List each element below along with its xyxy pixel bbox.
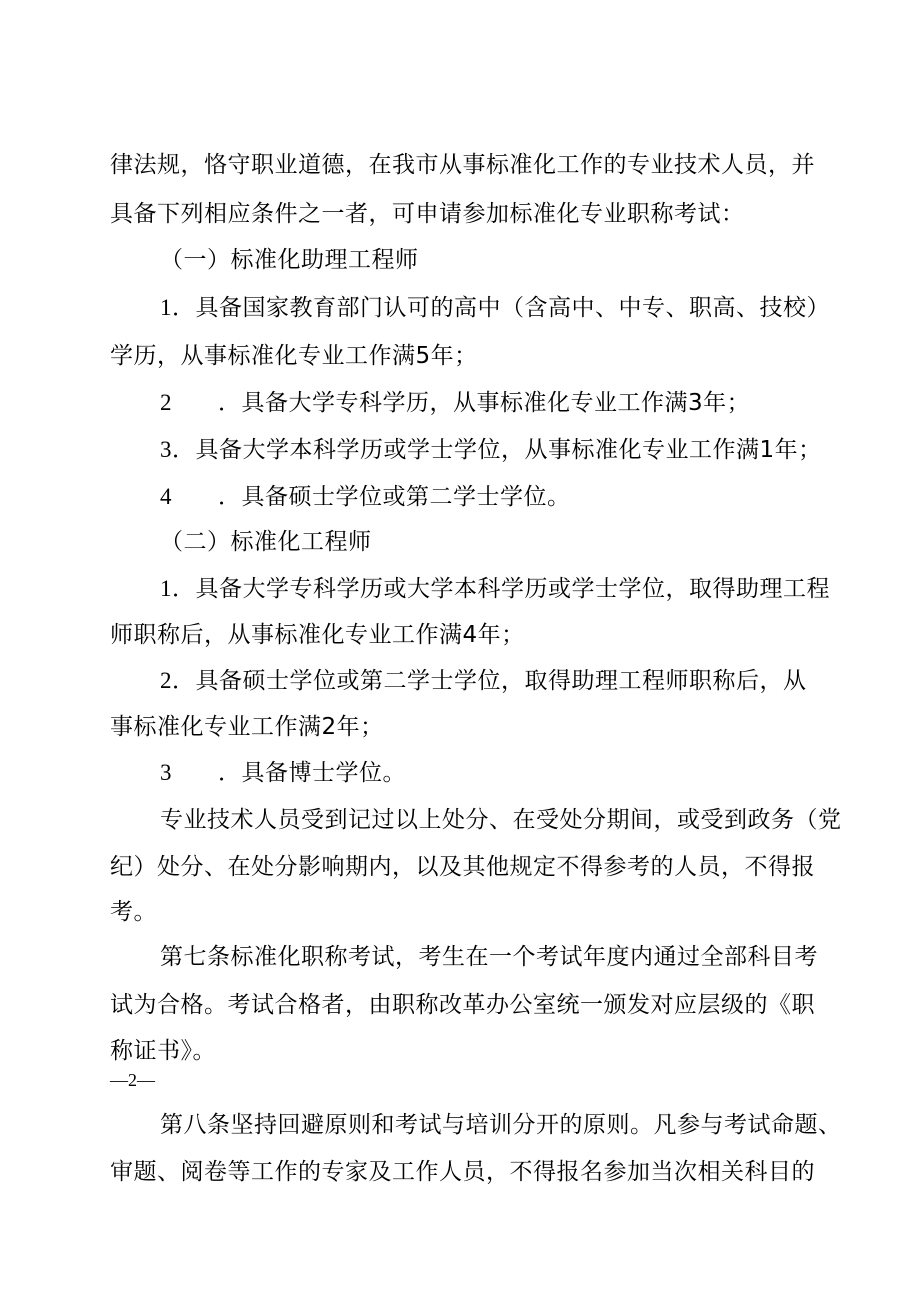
list-number: 1 — [160, 576, 172, 601]
text-line: 律法规，恪守职业道德，在我市从事标准化工作的专业技术人员，并 — [110, 152, 815, 178]
list-text: ．具备大学专科学历或大学本科学历或学士学位，取得助理工程 — [172, 576, 830, 602]
list-number: 4 — [160, 484, 172, 509]
list-text: ．具备大学本科学历或学士学位，从事标准化专业工作满1年； — [172, 437, 822, 463]
text-line: 专业技术人员受到记过以上处分、在受处分期间，或受到政务（党 — [160, 807, 842, 833]
list-item — [160, 293, 830, 323]
list-item — [160, 482, 571, 512]
text-line: 具备下列相应条件之一者，可申请参加标准化专业职称考试： — [110, 201, 745, 227]
list-text: ．具备国家教育部门认可的高中（含高中、中专、职高、技校） — [172, 295, 830, 321]
text-line: 审题、阅卷等工作的专家及工作人员，不得报名参加当次相关科目的 — [110, 1159, 815, 1185]
list-item — [160, 574, 830, 604]
list-text: ．具备大学专科学历，从事标准化专业工作满3年； — [218, 390, 751, 416]
text-line: 称证书》。 — [110, 1038, 216, 1064]
article-seven: 第七条标准化职称考试，考生在一个考试年度内通过全部科目考 — [160, 944, 818, 970]
list-number: 3 — [160, 760, 172, 785]
list-text: ．具备硕士学位或第二学士学位。 — [218, 484, 571, 510]
list-number: 3 — [160, 437, 172, 462]
list-item — [160, 666, 807, 696]
text-line: 事标准化专业工作满2年； — [110, 714, 384, 740]
list-item — [160, 388, 750, 418]
list-item — [160, 435, 822, 465]
list-number: 2 — [160, 668, 172, 693]
list-text: ．具备硕士学位或第二学士学位，取得助理工程师职称后，从 — [172, 668, 807, 694]
list-number: 2 — [160, 390, 172, 415]
text-line: 考。 — [110, 899, 157, 925]
text-line: 师职称后，从事标准化专业工作满4年； — [110, 622, 525, 648]
list-text: ．具备博士学位。 — [218, 760, 406, 786]
list-item — [160, 758, 406, 788]
text-line: 学历，从事标准化专业工作满5年； — [110, 343, 478, 369]
article-eight: 第八条坚持回避原则和考试与培训分开的原则。凡参与考试命题、 — [160, 1112, 842, 1138]
page-number: —2— — [110, 1070, 155, 1090]
text-line: 试为合格。考试合格者，由职称改革办公室统一颁发对应层级的《职 — [110, 992, 815, 1018]
text-line: 纪）处分、在处分影响期内，以及其他规定不得参考的人员，不得报 — [110, 854, 815, 880]
section-heading: （一）标准化助理工程师 — [160, 247, 419, 273]
section-heading: （二）标准化工程师 — [160, 529, 372, 555]
list-number: 1 — [160, 295, 172, 320]
